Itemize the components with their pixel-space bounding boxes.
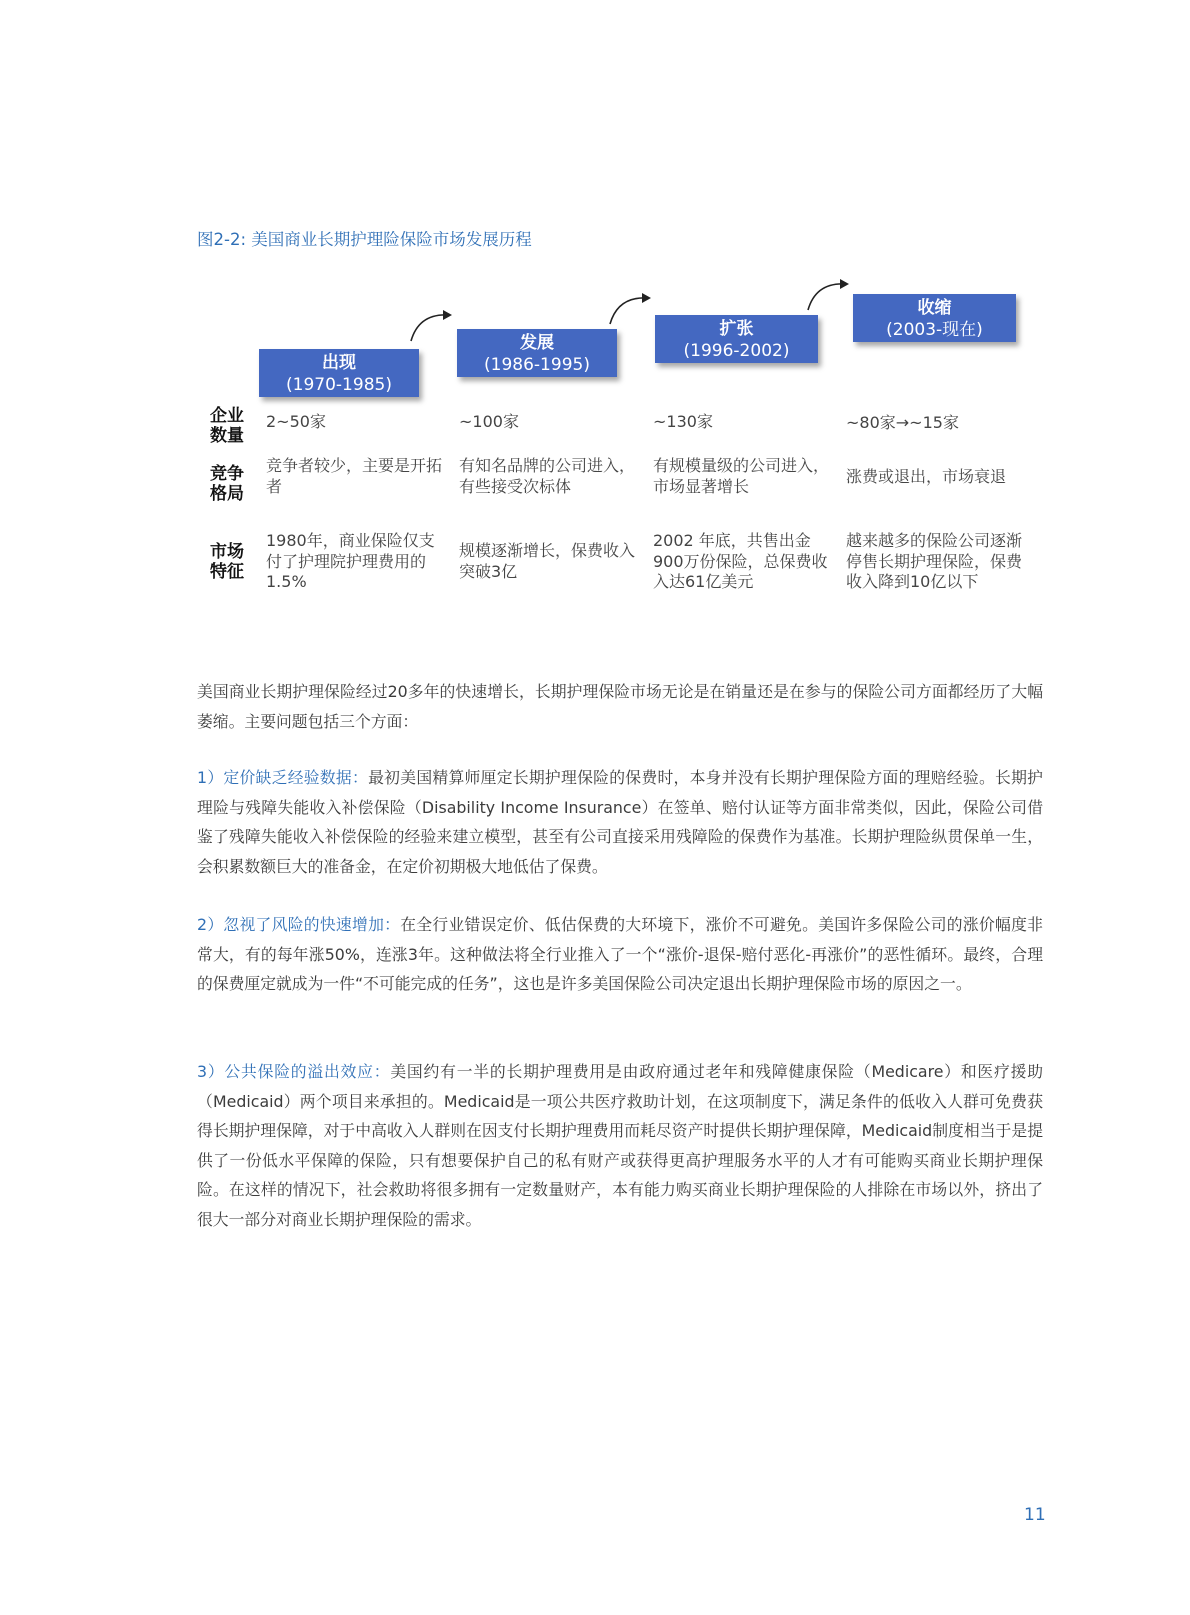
row-label-line: 格局: [210, 484, 244, 504]
stage-name: 收缩: [917, 298, 952, 318]
competition-cell: 有规模量级的公司进入，市场显著增长: [653, 456, 830, 496]
curved-arrow-icon: [604, 288, 664, 328]
stage-name: 发展: [520, 333, 554, 353]
point-heading: 1）定价缺乏经验数据：: [197, 768, 369, 787]
stage-period: (1970-1985): [286, 375, 392, 395]
curved-arrow-icon: [802, 274, 862, 314]
stage-expansion: [655, 315, 818, 363]
page-number: 11: [1024, 1505, 1046, 1525]
competition-cell: 竞争者较少，主要是开拓者: [266, 456, 443, 496]
point-text: 最初美国精算师厘定长期护理保险的保费时，本身并没有长期护理保险方面的理赔经验。长期护理险与残障失能收入补偿保险（Disability Income Insurance）在签单、赔付认证等方面非常类似，因此，保险公司借鉴了残障失能收入补偿保险的经验来建立模型，甚至有公司直接采用残障险的保费作为基准。长期护理险纵贯保单一生，会积累数额巨大的准备金，在定价初期极大地低估了保费。: [197, 768, 1043, 876]
competition-cell: 涨费或退出，市场衰退: [846, 467, 1007, 486]
stage-period: (2003-现在): [886, 320, 983, 340]
intro-paragraph: 美国商业长期护理保险经过20多年的快速增长，长期护理保险市场无论是在销量还是在参与的保险公司方面都经历了大幅萎缩。主要问题包括三个方面：: [197, 682, 1043, 731]
row-label-line: 竞争: [210, 464, 244, 484]
row-label-market: [205, 542, 249, 582]
company-count-cell: ~130家: [653, 412, 713, 431]
stage-period: (1996-2002): [683, 341, 790, 361]
market-cell: 越来越多的保险公司逐渐停售长期护理保险，保费收入降到10亿以下: [846, 531, 1023, 591]
row-label-line: 企业: [210, 406, 244, 426]
curved-arrow-icon: [405, 305, 465, 345]
stage-name: 扩张: [719, 319, 754, 339]
point-heading: 3）公共保险的溢出效应：: [197, 1062, 391, 1081]
market-cell: 规模逐渐增长，保费收入突破3亿: [459, 541, 636, 581]
figure-title: 图2-2: 美国商业长期护理险保险市场发展历程: [197, 230, 532, 249]
point-text: 在全行业错误定价、低估保费的大环境下，涨价不可避免。美国许多保险公司的涨价幅度非常大，有的每年涨50%，连涨3年。这种做法将全行业推入了一个“涨价-退保-赔付恶化-再涨价”的恶性循环。最终，合理的保费厘定就成为一件“不可能完成的任务”，这也是许多美国保险公司决定退出长期护理保险市场的原因之一。: [197, 915, 1043, 993]
stage-development: [457, 329, 617, 377]
row-label-competition: [205, 464, 249, 504]
company-count-cell: ~80家→~15家: [846, 413, 959, 432]
market-cell: 2002 年底，共售出金900万份保险，总保费收入达61亿美元: [653, 531, 828, 591]
stage-contraction: [853, 294, 1016, 342]
stage-period: (1986-1995): [484, 355, 590, 375]
company-count-cell: 2~50家: [266, 412, 326, 431]
row-label-company-count: [205, 406, 249, 446]
stage-emergence: [259, 349, 419, 397]
row-label-line: 市场: [210, 542, 244, 562]
point-paragraph-1: [197, 763, 1043, 881]
point-text: 美国约有一半的长期护理费用是由政府通过老年和残障健康保险（Medicare）和医疗援助（Medicaid）两个项目来承担的。Medicaid是一项公共医疗救助计划，在这项制度下，满足条件的低收入人群可免费获得长期护理保障，对于中高收入人群则在因支付长期护理费用而耗尽资产时提供长期护理保障，Medicaid制度相当于是提供了一份低水平保障的保险，只有想要保护自己的私有财产或获得更高护理服务水平的人才有可能购买商业长期护理保险。在这样的情况下，社会救助将很多拥有一定数量财产，本有能力购买商业长期护理保险的人排除在市场以外，挤出了很大一部分对商业长期护理保险的需求。: [197, 1062, 1043, 1229]
point-heading: 2）忽视了风险的快速增加：: [197, 915, 401, 934]
point-paragraph-2: [197, 910, 1043, 999]
market-cell: 1980年，商业保险仅支付了护理院护理费用的1.5%: [266, 531, 435, 591]
competition-cell: 有知名品牌的公司进入，有些接受次标体: [459, 456, 636, 496]
stage-name: 出现: [322, 353, 356, 373]
point-paragraph-3: [197, 1057, 1043, 1234]
row-label-line: 特征: [210, 562, 244, 582]
company-count-cell: ~100家: [459, 412, 519, 431]
row-label-line: 数量: [210, 426, 244, 446]
